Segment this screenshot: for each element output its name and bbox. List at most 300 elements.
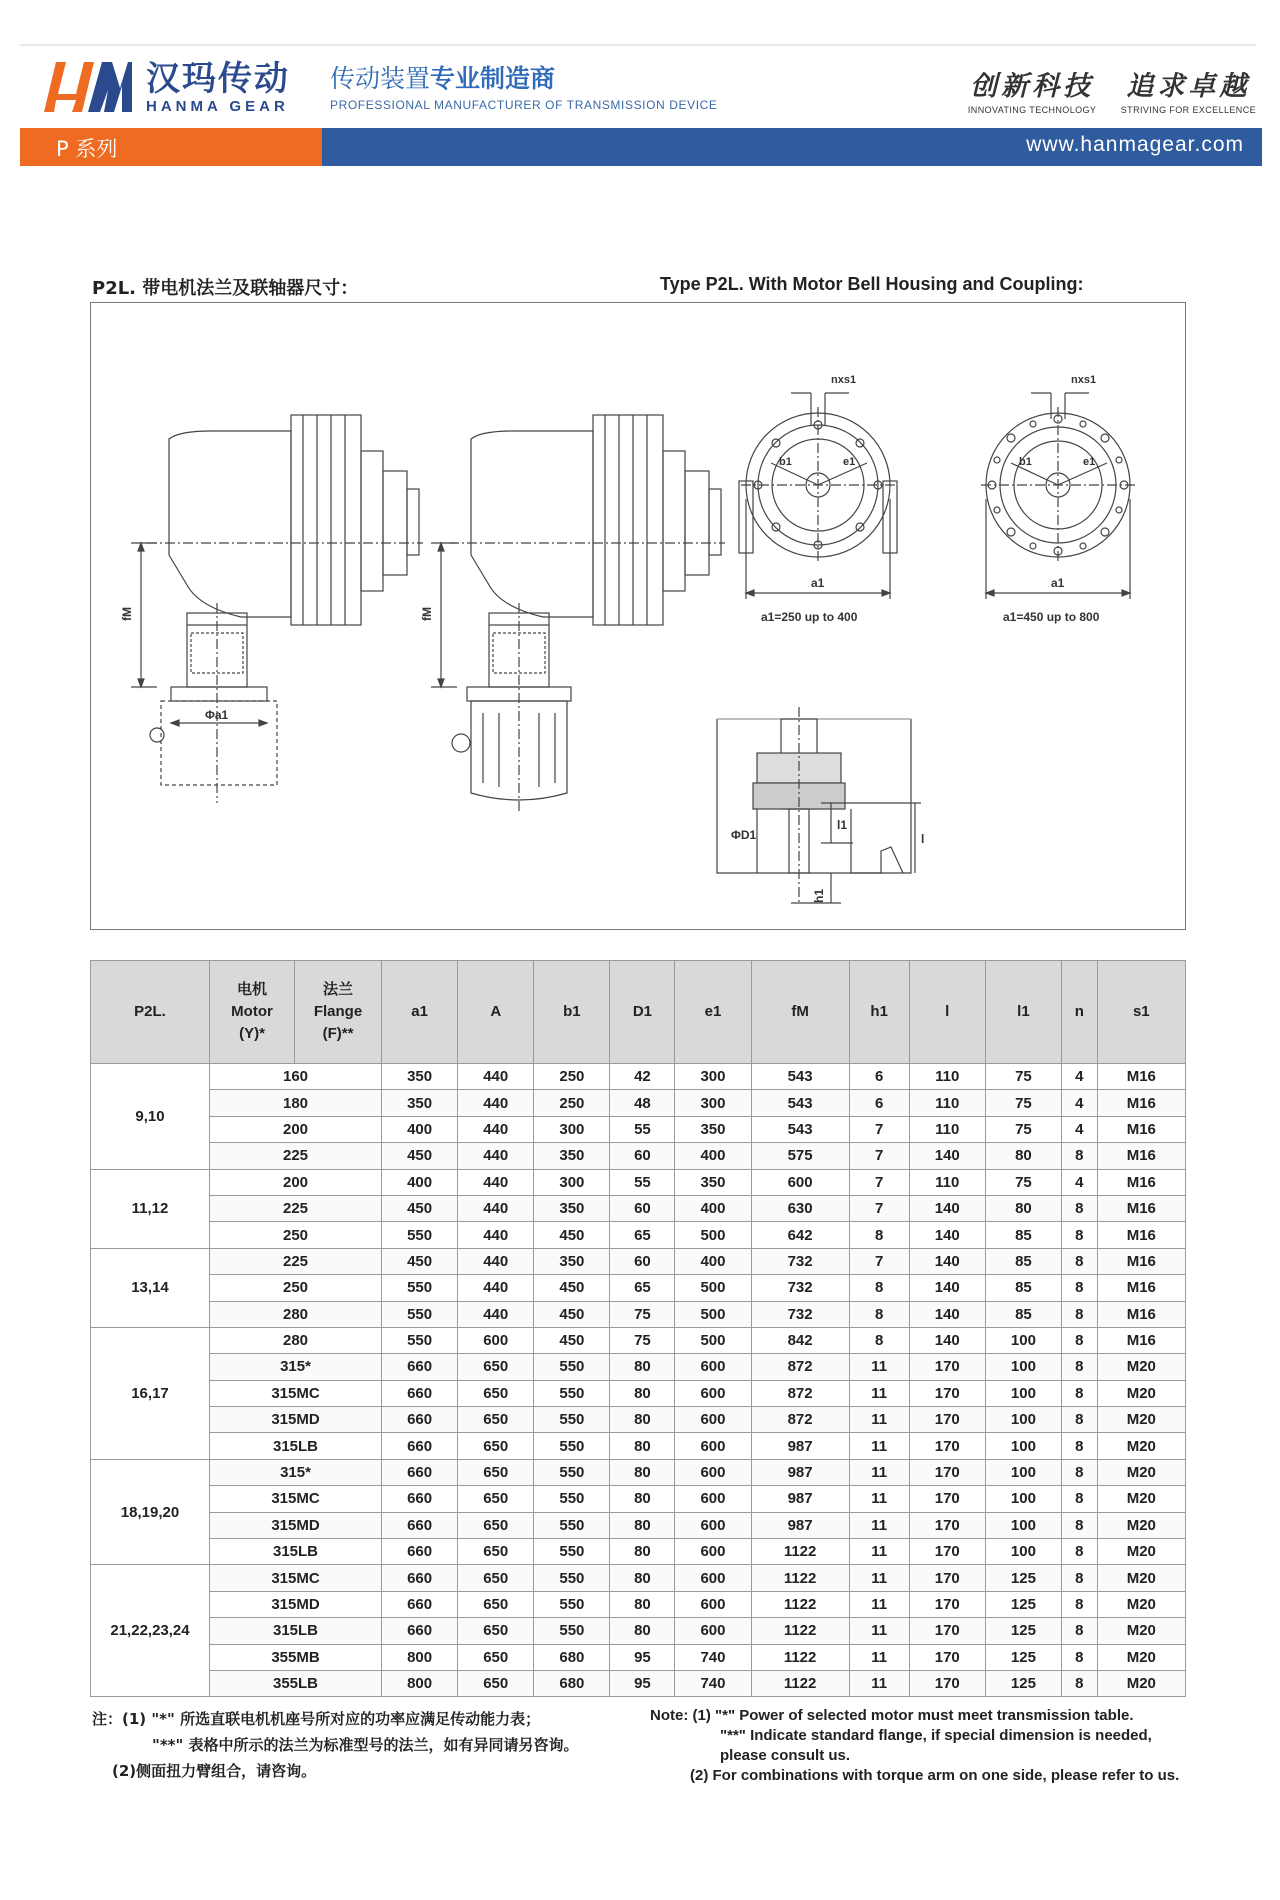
motor-size-cell: 280: [210, 1301, 382, 1327]
tagline: [330, 64, 718, 112]
value-cell: 170: [909, 1591, 985, 1617]
value-cell: 500: [675, 1275, 751, 1301]
value-cell: 8: [849, 1327, 909, 1353]
value-cell: 170: [909, 1407, 985, 1433]
value-cell: 7: [849, 1116, 909, 1142]
table-row: [91, 1644, 1186, 1670]
motor-size-cell: 315LB: [210, 1618, 382, 1644]
value-cell: 100: [985, 1539, 1061, 1565]
value-cell: 85: [985, 1301, 1061, 1327]
value-cell: 740: [675, 1670, 751, 1696]
value-cell: 80: [610, 1354, 675, 1380]
value-cell: 65: [610, 1222, 675, 1248]
value-cell: 11: [849, 1486, 909, 1512]
col-motor-en: Motor: [231, 1003, 273, 1020]
col-flange: [295, 961, 382, 1064]
value-cell: 110: [909, 1169, 985, 1195]
value-cell: 987: [751, 1512, 849, 1538]
value-cell: 732: [751, 1301, 849, 1327]
value-cell: 450: [534, 1301, 610, 1327]
value-cell: 650: [458, 1512, 534, 1538]
value-cell: 8: [1062, 1459, 1098, 1485]
dim-label-nxs1: nxs1: [831, 374, 857, 386]
value-cell: M16: [1097, 1327, 1185, 1353]
value-cell: 8: [1062, 1327, 1098, 1353]
value-cell: 550: [534, 1486, 610, 1512]
value-cell: 95: [610, 1670, 675, 1696]
motto-innovation: [968, 64, 1096, 115]
value-cell: 170: [909, 1670, 985, 1696]
value-cell: 250: [534, 1064, 610, 1090]
value-cell: 6: [849, 1090, 909, 1116]
col-motor: [210, 961, 295, 1064]
value-cell: 440: [458, 1222, 534, 1248]
value-cell: 650: [458, 1380, 534, 1406]
table-row: [91, 1143, 1186, 1169]
value-cell: 450: [382, 1248, 458, 1274]
value-cell: 440: [458, 1143, 534, 1169]
dim-label-fM-2: fM: [420, 607, 434, 621]
value-cell: 80: [985, 1143, 1061, 1169]
value-cell: 8: [1062, 1275, 1098, 1301]
header-top-rule: [20, 44, 1256, 46]
col-motor-cn: 电机: [236, 981, 267, 998]
value-cell: 4: [1062, 1116, 1098, 1142]
value-cell: 8: [1062, 1222, 1098, 1248]
value-cell: 8: [1062, 1407, 1098, 1433]
table-row: [91, 1407, 1186, 1433]
value-cell: 8: [1062, 1670, 1098, 1696]
value-cell: 8: [1062, 1143, 1098, 1169]
value-cell: 600: [675, 1354, 751, 1380]
motor-size-cell: 355MB: [210, 1644, 382, 1670]
value-cell: 300: [675, 1090, 751, 1116]
table-row: [91, 1116, 1186, 1142]
value-cell: 650: [458, 1618, 534, 1644]
value-cell: 8: [1062, 1195, 1098, 1221]
value-cell: 660: [382, 1486, 458, 1512]
table-row: [91, 1670, 1186, 1696]
value-cell: 140: [909, 1222, 985, 1248]
value-cell: 55: [610, 1116, 675, 1142]
dim-label-phi-D1: ΦD1: [731, 828, 757, 842]
hanma-logo-icon: [42, 60, 132, 114]
value-cell: 600: [675, 1380, 751, 1406]
dim-label-b1: b1: [779, 456, 792, 468]
value-cell: 350: [382, 1064, 458, 1090]
value-cell: M20: [1097, 1618, 1185, 1644]
value-cell: 80: [610, 1380, 675, 1406]
group-size-cell: 9,10: [91, 1064, 210, 1170]
value-cell: 440: [458, 1275, 534, 1301]
note-en-1: Note: (1) "*" Power of selected motor must meet transmission table.: [650, 1707, 1134, 1724]
value-cell: 170: [909, 1644, 985, 1670]
motor-size-cell: 315LB: [210, 1433, 382, 1459]
col-l1: l1: [985, 961, 1061, 1064]
value-cell: 80: [610, 1407, 675, 1433]
table-row: [91, 1486, 1186, 1512]
value-cell: 660: [382, 1407, 458, 1433]
value-cell: 8: [1062, 1301, 1098, 1327]
motor-size-cell: 315MD: [210, 1407, 382, 1433]
value-cell: 650: [458, 1433, 534, 1459]
value-cell: 100: [985, 1327, 1061, 1353]
motor-size-cell: 315MD: [210, 1591, 382, 1617]
value-cell: 80: [610, 1459, 675, 1485]
value-cell: 872: [751, 1380, 849, 1406]
value-cell: 680: [534, 1644, 610, 1670]
value-cell: 75: [985, 1116, 1061, 1142]
value-cell: 650: [458, 1459, 534, 1485]
dim-label-l1: l1: [837, 818, 848, 832]
value-cell: 1122: [751, 1565, 849, 1591]
value-cell: 100: [985, 1380, 1061, 1406]
value-cell: M20: [1097, 1670, 1185, 1696]
value-cell: 600: [751, 1169, 849, 1195]
col-e1: e1: [675, 961, 751, 1064]
value-cell: 800: [382, 1644, 458, 1670]
notes-cn: [92, 1706, 579, 1784]
value-cell: M16: [1097, 1195, 1185, 1221]
value-cell: 75: [610, 1301, 675, 1327]
motor-size-cell: 315MC: [210, 1380, 382, 1406]
dim-label-h1: h1: [812, 888, 826, 903]
col-a1: a1: [382, 961, 458, 1064]
value-cell: 11: [849, 1670, 909, 1696]
value-cell: 85: [985, 1248, 1061, 1274]
motto-en: INNOVATING TECHNOLOGY: [967, 105, 1097, 115]
value-cell: 125: [985, 1565, 1061, 1591]
value-cell: 575: [751, 1143, 849, 1169]
dim-label-a1: a1: [811, 576, 825, 590]
value-cell: 8: [1062, 1248, 1098, 1274]
value-cell: 630: [751, 1195, 849, 1221]
value-cell: 75: [985, 1090, 1061, 1116]
value-cell: 550: [534, 1565, 610, 1591]
value-cell: 11: [849, 1354, 909, 1380]
motto-excellence: [1121, 64, 1256, 115]
value-cell: 650: [458, 1486, 534, 1512]
range-label-small: a1=250 up to 400: [761, 610, 858, 624]
value-cell: 7: [849, 1143, 909, 1169]
dim-label-fM: fM: [120, 607, 134, 621]
note-cn-2: "**" 表格中所示的法兰为标准型号的法兰，如有异同请另咨询。: [152, 1736, 579, 1754]
table-row: [91, 1248, 1186, 1274]
motor-size-cell: 180: [210, 1090, 382, 1116]
value-cell: M20: [1097, 1433, 1185, 1459]
value-cell: 650: [458, 1565, 534, 1591]
table-row: [91, 1539, 1186, 1565]
value-cell: 800: [382, 1670, 458, 1696]
col-h1: h1: [849, 961, 909, 1064]
value-cell: 8: [1062, 1539, 1098, 1565]
caption-en: Type P2L. With Motor Bell Housing and Coupling:: [660, 274, 1084, 294]
motor-size-cell: 225: [210, 1248, 382, 1274]
value-cell: 543: [751, 1116, 849, 1142]
table-row: [91, 1618, 1186, 1644]
dim-label-nxs1-2: nxs1: [1071, 374, 1097, 386]
value-cell: 550: [534, 1354, 610, 1380]
value-cell: 80: [610, 1591, 675, 1617]
value-cell: 450: [534, 1327, 610, 1353]
value-cell: 660: [382, 1433, 458, 1459]
value-cell: 650: [458, 1539, 534, 1565]
value-cell: 440: [458, 1248, 534, 1274]
value-cell: M16: [1097, 1090, 1185, 1116]
value-cell: 140: [909, 1143, 985, 1169]
value-cell: 4: [1062, 1064, 1098, 1090]
value-cell: 650: [458, 1670, 534, 1696]
motto-cn: 追求卓越: [1126, 71, 1251, 102]
note-cn-3: (2)侧面扭力臂组合，请咨询。: [112, 1762, 317, 1780]
value-cell: 650: [458, 1407, 534, 1433]
table-header-row: [91, 961, 1186, 1064]
value-cell: M16: [1097, 1248, 1185, 1274]
col-motor-code: (Y)*: [239, 1025, 265, 1042]
table-row: [91, 1301, 1186, 1327]
side-view-large-motor: [431, 415, 725, 813]
value-cell: 8: [1062, 1644, 1098, 1670]
motto: [948, 64, 1256, 118]
value-cell: 170: [909, 1459, 985, 1485]
value-cell: 440: [458, 1090, 534, 1116]
value-cell: 543: [751, 1090, 849, 1116]
value-cell: 550: [534, 1459, 610, 1485]
flange-view-small: [739, 393, 897, 599]
value-cell: 11: [849, 1380, 909, 1406]
table-row: [91, 1064, 1186, 1090]
value-cell: 8: [1062, 1354, 1098, 1380]
value-cell: 500: [675, 1301, 751, 1327]
value-cell: 65: [610, 1275, 675, 1301]
motto-en: STRIVING FOR EXCELLENCE: [1120, 105, 1256, 115]
motor-size-cell: 225: [210, 1143, 382, 1169]
value-cell: 60: [610, 1195, 675, 1221]
value-cell: 11: [849, 1618, 909, 1644]
value-cell: 100: [985, 1459, 1061, 1485]
value-cell: 872: [751, 1354, 849, 1380]
value-cell: 350: [675, 1169, 751, 1195]
motor-size-cell: 315*: [210, 1459, 382, 1485]
value-cell: 8: [849, 1222, 909, 1248]
table-row: [91, 1327, 1186, 1353]
value-cell: 48: [610, 1090, 675, 1116]
value-cell: 550: [534, 1539, 610, 1565]
value-cell: 543: [751, 1064, 849, 1090]
table-row: [91, 1169, 1186, 1195]
value-cell: 1122: [751, 1539, 849, 1565]
value-cell: 8: [1062, 1565, 1098, 1591]
value-cell: 350: [534, 1143, 610, 1169]
value-cell: 11: [849, 1591, 909, 1617]
value-cell: 600: [675, 1618, 751, 1644]
motor-size-cell: 315MC: [210, 1486, 382, 1512]
value-cell: 660: [382, 1459, 458, 1485]
dim-label-phi-a1: Φa1: [205, 708, 229, 722]
value-cell: 8: [1062, 1433, 1098, 1459]
note-en-2: "**" Indicate standard flange, if special dimension is needed,: [720, 1727, 1152, 1744]
value-cell: 125: [985, 1618, 1061, 1644]
value-cell: 75: [985, 1169, 1061, 1195]
caption-cn: P2L. 带电机法兰及联轴器尺寸：: [92, 278, 359, 299]
value-cell: 100: [985, 1486, 1061, 1512]
value-cell: 7: [849, 1195, 909, 1221]
table-row: [91, 1459, 1186, 1485]
value-cell: M16: [1097, 1222, 1185, 1248]
value-cell: 350: [382, 1090, 458, 1116]
motor-size-cell: 160: [210, 1064, 382, 1090]
group-size-cell: 11,12: [91, 1169, 210, 1248]
col-flange-code: (F)**: [322, 1025, 354, 1042]
value-cell: 400: [382, 1169, 458, 1195]
coupling-section-view: [717, 707, 921, 903]
dim-label-a1-2: a1: [1051, 576, 1065, 590]
value-cell: 11: [849, 1644, 909, 1670]
value-cell: 1122: [751, 1670, 849, 1696]
value-cell: 550: [534, 1407, 610, 1433]
value-cell: 4: [1062, 1169, 1098, 1195]
value-cell: 11: [849, 1433, 909, 1459]
table-row: [91, 1222, 1186, 1248]
value-cell: M16: [1097, 1143, 1185, 1169]
value-cell: 400: [675, 1143, 751, 1169]
value-cell: 8: [1062, 1591, 1098, 1617]
value-cell: M20: [1097, 1565, 1185, 1591]
value-cell: 8: [849, 1301, 909, 1327]
motor-size-cell: 315MC: [210, 1565, 382, 1591]
value-cell: 740: [675, 1644, 751, 1670]
value-cell: 400: [675, 1195, 751, 1221]
value-cell: 75: [985, 1064, 1061, 1090]
value-cell: 600: [675, 1407, 751, 1433]
value-cell: 842: [751, 1327, 849, 1353]
value-cell: 80: [610, 1618, 675, 1644]
value-cell: 80: [985, 1195, 1061, 1221]
value-cell: 400: [675, 1248, 751, 1274]
value-cell: 600: [675, 1433, 751, 1459]
dim-label-e1-2: e1: [1083, 456, 1096, 468]
value-cell: 987: [751, 1459, 849, 1485]
value-cell: 642: [751, 1222, 849, 1248]
value-cell: 300: [675, 1064, 751, 1090]
value-cell: 110: [909, 1090, 985, 1116]
value-cell: 440: [458, 1169, 534, 1195]
tagline-cn-a: 传动装置: [330, 64, 431, 93]
value-cell: M20: [1097, 1459, 1185, 1485]
motor-size-cell: 315LB: [210, 1539, 382, 1565]
value-cell: 350: [534, 1248, 610, 1274]
value-cell: 450: [382, 1143, 458, 1169]
value-cell: 80: [610, 1512, 675, 1538]
value-cell: 80: [610, 1486, 675, 1512]
value-cell: 600: [675, 1486, 751, 1512]
value-cell: 550: [534, 1618, 610, 1644]
group-size-cell: 16,17: [91, 1327, 210, 1459]
value-cell: 600: [675, 1565, 751, 1591]
value-cell: 100: [985, 1407, 1061, 1433]
table-row: [91, 1380, 1186, 1406]
value-cell: 500: [675, 1327, 751, 1353]
col-flange-en: Flange: [313, 1003, 363, 1020]
value-cell: 75: [610, 1327, 675, 1353]
value-cell: 125: [985, 1670, 1061, 1696]
value-cell: 600: [675, 1539, 751, 1565]
note-en-3: please consult us.: [720, 1747, 851, 1764]
value-cell: 660: [382, 1618, 458, 1644]
dimension-table: [90, 960, 1186, 1697]
value-cell: 450: [534, 1222, 610, 1248]
value-cell: 680: [534, 1670, 610, 1696]
col-D1: D1: [610, 961, 675, 1064]
motor-size-cell: 250: [210, 1222, 382, 1248]
value-cell: 8: [1062, 1512, 1098, 1538]
value-cell: 7: [849, 1169, 909, 1195]
value-cell: 250: [534, 1090, 610, 1116]
value-cell: 85: [985, 1275, 1061, 1301]
value-cell: 550: [382, 1222, 458, 1248]
value-cell: 1122: [751, 1591, 849, 1617]
motto-cn: 创新科技: [970, 71, 1095, 102]
value-cell: 80: [610, 1433, 675, 1459]
value-cell: 125: [985, 1644, 1061, 1670]
value-cell: 300: [534, 1169, 610, 1195]
value-cell: 140: [909, 1195, 985, 1221]
value-cell: 110: [909, 1064, 985, 1090]
value-cell: 600: [458, 1327, 534, 1353]
value-cell: 11: [849, 1565, 909, 1591]
value-cell: 550: [382, 1275, 458, 1301]
value-cell: 8: [1062, 1486, 1098, 1512]
value-cell: M16: [1097, 1301, 1185, 1327]
motor-size-cell: 200: [210, 1169, 382, 1195]
dim-label-e1: e1: [843, 456, 856, 468]
value-cell: 987: [751, 1486, 849, 1512]
col-n: n: [1062, 961, 1098, 1064]
value-cell: 1122: [751, 1618, 849, 1644]
value-cell: M16: [1097, 1064, 1185, 1090]
value-cell: 8: [1062, 1380, 1098, 1406]
note-en-4: (2) For combinations with torque arm on one side, please refer to us.: [690, 1767, 1180, 1784]
value-cell: 600: [675, 1459, 751, 1485]
side-view-small-motor: [131, 415, 423, 803]
value-cell: 732: [751, 1275, 849, 1301]
notes-en: [650, 1706, 1190, 1786]
table-row: [91, 1512, 1186, 1538]
value-cell: 440: [458, 1116, 534, 1142]
value-cell: 660: [382, 1539, 458, 1565]
group-size-cell: 18,19,20: [91, 1459, 210, 1565]
value-cell: 85: [985, 1222, 1061, 1248]
value-cell: 600: [675, 1591, 751, 1617]
value-cell: M16: [1097, 1116, 1185, 1142]
value-cell: 550: [534, 1380, 610, 1406]
value-cell: 100: [985, 1512, 1061, 1538]
technical-drawing: [90, 302, 1186, 930]
value-cell: 7: [849, 1248, 909, 1274]
website-link[interactable]: www.hanmagear.com: [1026, 133, 1244, 156]
value-cell: 140: [909, 1248, 985, 1274]
table-row: [91, 1090, 1186, 1116]
value-cell: 140: [909, 1301, 985, 1327]
value-cell: 100: [985, 1354, 1061, 1380]
note-cn-1: 注：(1) "*" 所选直联电机机座号所对应的功率应满足传动能力表；: [92, 1710, 541, 1728]
table-row: [91, 1354, 1186, 1380]
value-cell: M16: [1097, 1275, 1185, 1301]
value-cell: 42: [610, 1064, 675, 1090]
value-cell: 125: [985, 1591, 1061, 1617]
value-cell: 11: [849, 1512, 909, 1538]
tagline-en: PROFESSIONAL MANUFACTURER OF TRANSMISSION DEVICE: [330, 98, 718, 112]
